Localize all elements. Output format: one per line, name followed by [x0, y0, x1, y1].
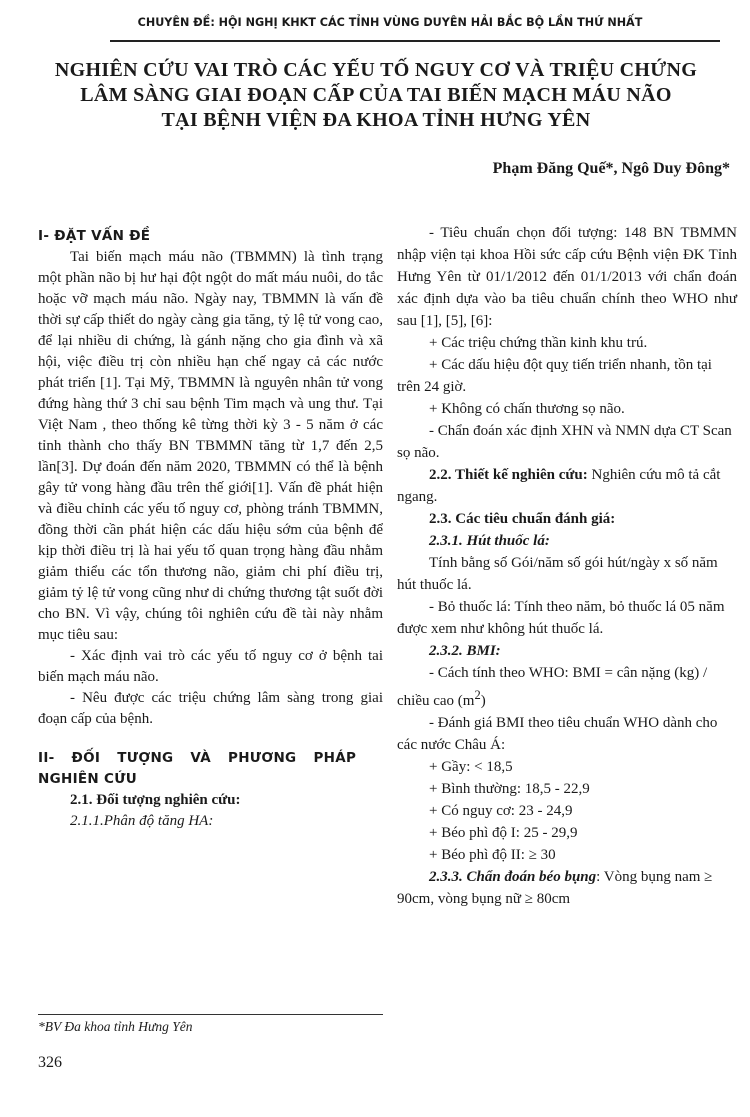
- right-column: [397, 222, 737, 910]
- authors: Phạm Đăng Quế*, Ngô Duy Đông*: [492, 160, 730, 177]
- smoking-quit: - Bỏ thuốc lá: Tính theo năm, bỏ thuốc lá 05 năm được xem như không hút thuốc lá.: [397, 599, 725, 637]
- bmi-formula-text: - Cách tính theo WHO: BMI = cân nặng (kg) / chiều cao (m: [397, 665, 708, 709]
- abdominal-obesity-label: 2.3.3. Chẩn đoán béo bụng: [429, 869, 597, 885]
- article-title: [26, 58, 726, 133]
- subsection-2-3: 2.3. Các tiêu chuẩn đánh giá:: [429, 511, 616, 527]
- bmi-obese-2: + Béo phì độ II: ≥ 30: [429, 847, 556, 863]
- study-design-label: 2.2. Thiết kế nghiên cứu:: [429, 467, 588, 483]
- subsection-2-1: 2.1. Đối tượng nghiên cứu:: [70, 792, 241, 808]
- section-heading-1: I- ĐẶT VẤN ĐỀ: [38, 228, 151, 244]
- bmi-normal: + Bình thường: 18,5 - 22,9: [429, 781, 590, 797]
- intro-paragraph: Tai biến mạch máu não (TBMMN) là tình trạng một phần não bị hư hại đột ngột do mất máu nuôi, do tắc hoặc vỡ mạch máu não. Ngày nay, TBMMN là vấn đề thời sự cấp thiết do ngày càng gia tăng, tỷ lệ tử vong cao, để lại nhiều di chứng, là gánh nặng cho gia đình và xã hội, việc điều trị còn nhiều hạn chế ngay cả các nước phát triển [1]. Tại Mỹ, TBMMN là nguyên nhân tử vong đứng hàng thứ 3 chỉ sau bệnh Tim mạch và ung thư. Tại Việt Nam , theo thống kê từng thời kỳ 3 - 5 năm ở các tỉnh thành cho thấy BN TBMMN tăng từ 1,7 đến 2,5 lần[3]. Dự đoán đến năm 2020, TBMMN có thể là bệnh gây tử vong hàng đầu trên thế giới[1]. Vấn đề phát hiện và điều chỉnh các yếu tố nguy cơ, phòng tránh TBMMN, đồng thời cần phát hiện các dấu hiệu sớm của bệnh để kịp thời điều trị là hai yếu tố quan trọng hàng đầu nhằm giảm thiểu các tổn thương não, giảm chi phí điều trị, giảm tỷ lệ tử vong cũng như di chứng thương tật suốt đời cho BN. Vì vậy, chúng tôi nghiên cứu đề tài này nhằm mục tiêu sau:: [38, 249, 383, 643]
- title-line-3: TẠI BỆNH VIỆN ĐA KHOA TỈNH HƯNG YÊN: [161, 109, 591, 131]
- criterion-3: + Không có chấn thương sọ não.: [429, 401, 625, 417]
- section-heading-2-cont: NGHIÊN CỨU: [38, 771, 138, 787]
- abdominal-obesity-text: : Vòng bụng nam ≥ 90cm, vòng bụng nữ ≥ 80cm: [397, 869, 713, 907]
- bmi-underweight: + Gầy: < 18,5: [429, 759, 513, 775]
- page-number: 326: [38, 1054, 62, 1071]
- left-column: [38, 226, 383, 832]
- study-design-text: Nghiên cứu mô tả cắt ngang.: [397, 467, 721, 505]
- subsection-2-3-2: 2.3.2. BMI:: [429, 643, 501, 659]
- running-header: CHUYÊN ĐỀ: HỘI NGHỊ KHKT CÁC TỈNH VÙNG DUYÊN HẢI BẮC BỘ LẦN THỨ NHẤT: [137, 16, 643, 29]
- header-rule: [110, 40, 720, 42]
- title-line-2: LÂM SÀNG GIAI ĐOẠN CẤP CỦA TAI BIẾN MẠCH MÁU NÃO: [80, 84, 672, 106]
- bmi-standard: - Đánh giá BMI theo tiêu chuẩn WHO dành cho các nước Châu Á:: [397, 715, 718, 753]
- footnote: *BV Đa khoa tỉnh Hưng Yên: [38, 1019, 193, 1034]
- criterion-2: + Các dấu hiệu đột quỵ tiến triển nhanh, tồn tại trên 24 giờ.: [397, 357, 712, 395]
- section-heading-2: II- ĐỐI TƯỢNG VÀ PHƯƠNG PHÁP: [38, 750, 357, 766]
- spacer: [38, 730, 383, 748]
- title-line-1: NGHIÊN CỨU VAI TRÒ CÁC YẾU TỐ NGUY CƠ VÀ TRIỆU CHỨNG: [54, 59, 698, 81]
- smoking-calc: Tính bằng số Gói/năm số gói hút/ngày x số năm hút thuốc lá.: [397, 555, 718, 593]
- subsection-2-1-1: 2.1.1.Phân độ tăng HA:: [70, 813, 214, 829]
- bmi-obese-1: + Béo phì độ I: 25 - 29,9: [429, 825, 578, 841]
- bmi-at-risk: + Có nguy cơ: 23 - 24,9: [429, 803, 573, 819]
- study-design: [397, 464, 737, 508]
- abdominal-obesity: [397, 866, 737, 910]
- objective-2: - Nêu được các triệu chứng lâm sàng trong giai đoạn cấp của bệnh.: [38, 690, 383, 727]
- criterion-1: + Các triệu chứng thần kinh khu trú.: [429, 335, 648, 351]
- bmi-formula: [397, 662, 737, 712]
- diagnosis-note: - Chẩn đoán xác định XHN và NMN dựa CT Scan sọ não.: [397, 423, 732, 461]
- footnote-rule: [38, 1014, 383, 1015]
- bmi-formula-sup: 2: [474, 688, 481, 702]
- bmi-formula-close: ): [480, 693, 486, 709]
- selection-criteria: - Tiêu chuẩn chọn đối tượng: 148 BN TBMMN nhập viện tại khoa Hồi sức cấp cứu Bệnh viện ĐK Tỉnh Hưng Yên từ 01/1/2012 đến 01/1/2013 với chẩn đoán xác định dựa vào ba tiêu chuẩn chính theo WHO như sau [1], [5], [6]:: [397, 225, 737, 329]
- objective-1: - Xác định vai trò các yếu tố nguy cơ ở bệnh tai biến mạch máu não.: [38, 648, 383, 685]
- subsection-2-3-1: 2.3.1. Hút thuốc lá:: [429, 533, 550, 549]
